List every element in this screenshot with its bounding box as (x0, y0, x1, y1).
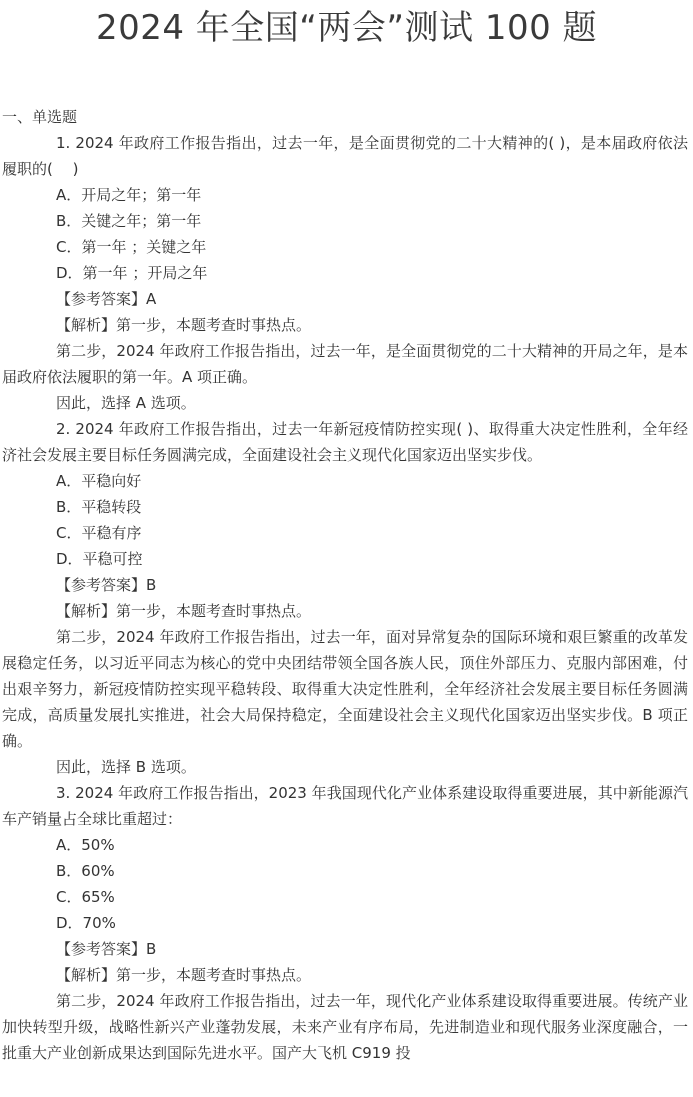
question-3-answer: 【参考答案】B (56, 940, 157, 958)
question-1-stem: 1. 2024 年政府工作报告指出，过去一年，是全面贯彻党的二十大精神的( )，是本届政府依法履职的( ) (2, 134, 688, 178)
section-heading: 一、单选题 (2, 108, 78, 126)
question-2-analysis: 【解析】第一步，本题考查时事热点。 (56, 602, 312, 620)
question-2-option-d: D．平稳可控 (56, 550, 143, 568)
question-2-option-b: B．平稳转段 (56, 498, 142, 516)
question-2-stem: 2. 2024 年政府工作报告指出，过去一年新冠疫情防控实现( )、取得重大决定性胜利，全年经济社会发展主要目标任务圆满完成，全面建设社会主义现代化国家迈出坚实步伐。 (2, 420, 688, 464)
question-2-option-c: C．平稳有序 (56, 524, 142, 542)
question-3-step2: 第二步，2024 年政府工作报告指出，过去一年，现代化产业体系建设取得重要进展。传统产业加快转型升级，战略性新兴产业蓬勃发展，未来产业有序布局，先进制造业和现代服务业深度融合，一批重大产业创新成果达到国际先进水平。国产大飞机 C919 投 (2, 992, 688, 1062)
question-3-analysis: 【解析】第一步，本题考查时事热点。 (56, 966, 312, 984)
question-3-option-c: C．65% (56, 888, 115, 906)
question-1-option-b: B．关键之年；第一年 (56, 212, 202, 230)
question-1-option-d: D．第一年 ；开局之年 (56, 264, 208, 282)
document-body (2, 104, 688, 1066)
question-3-stem: 3. 2024 年政府工作报告指出，2023 年我国现代化产业体系建设取得重要进展，其中新能源汽车产销量占全球比重超过： (2, 784, 688, 828)
question-3-option-b: B．60% (56, 862, 115, 880)
question-3-option-d: D．70% (56, 914, 116, 932)
question-1-analysis: 【解析】第一步，本题考查时事热点。 (56, 316, 312, 334)
question-1-option-c: C．第一年 ；关键之年 (56, 238, 207, 256)
question-1-answer: 【参考答案】A (56, 290, 157, 308)
question-1-option-a: A．开局之年；第一年 (56, 186, 202, 204)
document-title: 2024 年全国“两会”测试 100 题 (95, 8, 598, 48)
question-2-option-a: A．平稳向好 (56, 472, 142, 490)
question-2-answer: 【参考答案】B (56, 576, 157, 594)
question-2-conclusion: 因此，选择 B 选项。 (56, 758, 196, 776)
question-1-step2: 第二步，2024 年政府工作报告指出，过去一年，是全面贯彻党的二十大精神的开局之年，是本届政府依法履职的第一年。A 项正确。 (2, 342, 688, 386)
question-1-conclusion: 因此，选择 A 选项。 (56, 394, 196, 412)
question-2-step2: 第二步，2024 年政府工作报告指出，过去一年，面对异常复杂的国际环境和艰巨繁重的改革发展稳定任务，以习近平同志为核心的党中央团结带领全国各族人民，顶住外部压力、克服内部困难，付出艰辛努力，新冠疫情防控实现平稳转段、取得重大决定性胜利，全年经济社会发展主要目标任务圆满完成，高质量发展扎实推进，社会大局保持稳定，全面建设社会主义现代化国家迈出坚实步伐。B 项正确。 (2, 628, 688, 750)
question-3-option-a: A．50% (56, 836, 115, 854)
